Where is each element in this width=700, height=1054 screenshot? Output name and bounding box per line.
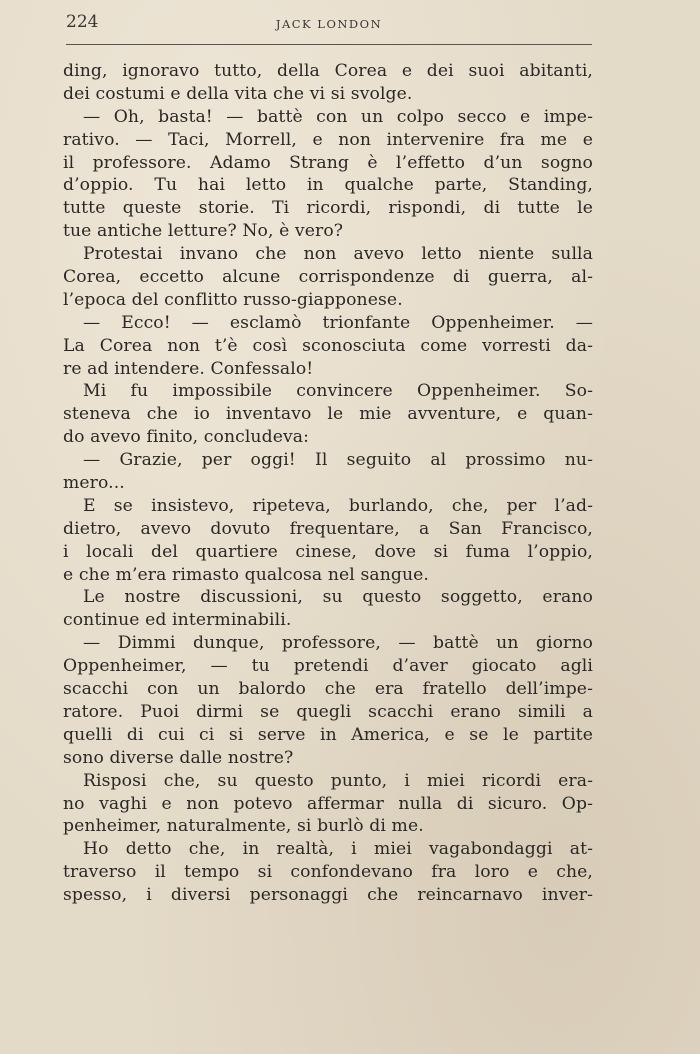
text-line: e che m’era rimasto qualcosa nel sangue. [63,564,429,585]
text-line: mero... [63,473,125,494]
text-line: — Ecco! — esclamò trionfante Oppenheimer. — [83,312,593,333]
text-line: i locali del quartiere cinese, dove si fuma l’oppio, [63,541,593,562]
text-line: sono diverse dalle nostre? [63,747,294,768]
text-line: continue ed interminabili. [63,610,292,631]
text-line: tue antiche letture? No, è vero? [63,221,344,242]
text-line: E se insistevo, ripeteva, burlando, che, per l’ad- [83,495,593,516]
text-line: La Corea non t’è così sconosciuta come vorresti da- [63,335,593,356]
text-line: Le nostre discussioni, su questo soggetto, erano [83,587,593,608]
text-line: d’oppio. Tu hai letto in qualche parte, Standing, [63,175,593,196]
text-line: traverso il tempo si confondevano fra loro e che, [63,862,593,883]
text-line: dei costumi e della vita che vi si svolge. [63,83,413,104]
text-line: re ad intendere. Confessalo! [63,358,314,379]
text-line: dietro, avevo dovuto frequentare, a San Francisco, [63,518,593,539]
text-line: Protestai invano che non avevo letto niente sulla [83,244,593,265]
text-line: spesso, i diversi personaggi che reincarnavo inver- [63,885,593,906]
page-header [66,12,592,34]
text-line: no vaghi e non potevo affermar nulla di sicuro. Op- [63,793,593,814]
text-line: do avevo finito, concludeva: [63,427,310,448]
text-line: penheimer, naturalmente, si burlò di me. [63,816,424,837]
text-line: rativo. — Taci, Morrell, e non intervenire fra me e [63,129,593,150]
text-line: il professore. Adamo Strang è l’effetto d’un sogno [63,152,593,173]
text-line: — Dimmi dunque, professore, — battè un giorno [83,633,593,654]
page-number: 224 [66,12,99,32]
text-line: — Oh, basta! — battè con un colpo secco e impe- [83,106,593,127]
text-line: Ho detto che, in realtà, i miei vagabondaggi at- [83,839,593,860]
text-line: ding, ignoravo tutto, della Corea e dei suoi abitanti, [63,61,593,81]
header-rule [66,44,592,45]
text-line: Mi fu impossibile convincere Oppenheimer. So- [83,381,593,402]
text-line: l’epoca del conflitto russo-giapponese. [63,289,403,310]
running-title: JACK LONDON [275,17,383,31]
text-line: scacchi con un balordo che era fratello dell’impe- [63,679,593,700]
body-text [63,60,593,907]
text-line: tutte queste storie. Ti ricordi, rispondi, di tutte le [63,198,593,219]
text-line: Corea, eccetto alcune corrispondenze di guerra, al- [63,267,593,288]
text-line: quelli di cui ci si serve in America, e se le partite [63,724,593,745]
text-line: Oppenheimer, — tu pretendi d’aver giocato agli [63,656,593,677]
text-line: Risposi che, su questo punto, i miei ricordi era- [83,770,593,791]
text-line: — Grazie, per oggi! Il seguito al prossimo nu- [83,450,593,471]
text-line: steneva che io inventavo le mie avventure, e quan- [63,404,593,425]
text-line: ratore. Puoi dirmi se quegli scacchi erano simili a [63,701,593,722]
